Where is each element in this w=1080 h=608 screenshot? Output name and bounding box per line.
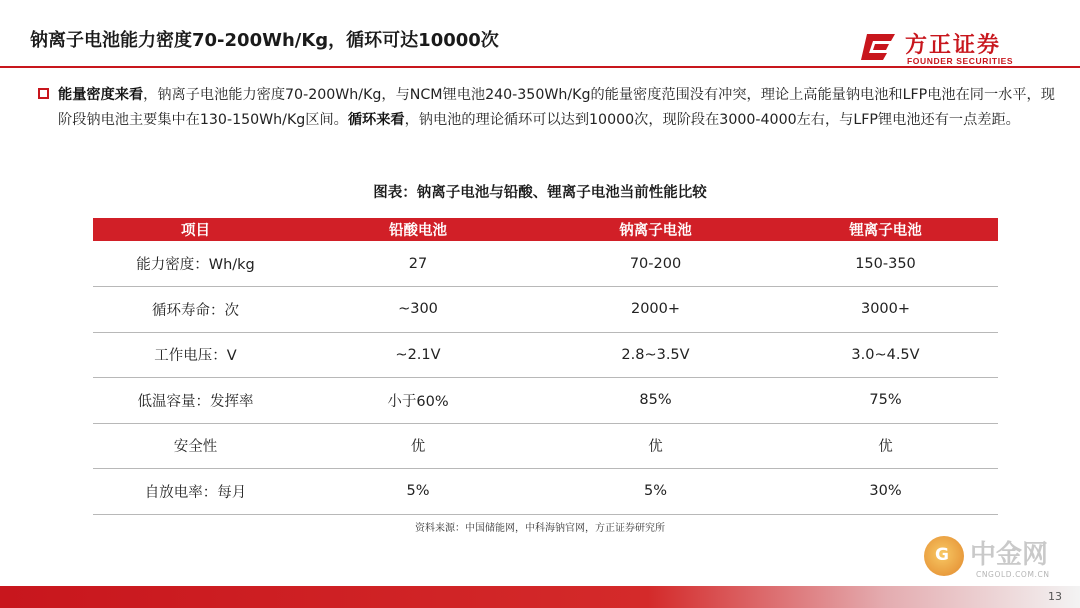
table-cell: ~2.1V — [298, 332, 538, 378]
summary-paragraph — [58, 83, 1058, 133]
table-cell: 30% — [773, 469, 998, 515]
founder-securities-logo — [861, 28, 1046, 68]
table-row — [93, 241, 998, 287]
table-caption: 图表：钠离子电池与铅酸、锂离子电池当前性能比较 — [373, 185, 707, 201]
summary-text-energy: ，钠离子电池能力密度70-200Wh/Kg，与NCM锂电池240-350Wh/Kg的能量密度范围没有冲突，理论上高能量钠电池和LFP电池在同一水平，现阶段钠电池主要集中在130-150Wh/Kg区间。 — [58, 87, 1055, 128]
hollow-square-bullet-icon — [38, 88, 49, 99]
table-row — [93, 332, 998, 378]
table-row — [93, 378, 998, 424]
table-cell: 5% — [298, 469, 538, 515]
column-header-item: 项目 — [93, 218, 298, 241]
table-row — [93, 423, 998, 469]
header-divider — [0, 66, 1080, 68]
row-label: 低温容量：发挥率 — [93, 378, 298, 424]
footer-bar — [0, 586, 1080, 608]
row-label: 工作电压：V — [93, 332, 298, 378]
row-label: 循环寿命：次 — [93, 287, 298, 333]
table-cell: 3000+ — [773, 287, 998, 333]
summary-bold-energy: 能量密度来看 — [58, 87, 144, 103]
table-cell: 优 — [538, 423, 773, 469]
table-cell: 150-350 — [773, 241, 998, 287]
cngold-logo-icon — [924, 536, 964, 576]
battery-comparison-table — [93, 218, 998, 515]
table-header-row — [93, 218, 998, 241]
row-label: 安全性 — [93, 423, 298, 469]
table-cell: 75% — [773, 378, 998, 424]
watermark-circle-letter: G — [935, 545, 949, 565]
founder-logo-icon — [861, 32, 897, 62]
logo-name-en: FOUNDER SECURITIES — [907, 56, 1014, 66]
row-label: 能力密度：Wh/kg — [93, 241, 298, 287]
data-source-note: 资料来源：中国储能网，中科海钠官网，方正证券研究所 — [415, 523, 665, 534]
table-cell: ~300 — [298, 287, 538, 333]
slide-title: 钠离子电池能力密度70-200Wh/Kg，循环可达10000次 — [30, 30, 499, 51]
logo-name-cn: 方正证券 — [905, 33, 1002, 58]
summary-bold-cycle: 循环来看 — [347, 112, 405, 128]
table-cell: 70-200 — [538, 241, 773, 287]
table-cell: 85% — [538, 378, 773, 424]
summary-text-cycle: ，钠电池的理论循环可以达到10000次，现阶段在3000-4000左右，与LFP锂电池还有一点差距。 — [404, 112, 1020, 128]
column-header-sodium-ion: 钠离子电池 — [538, 218, 773, 241]
table-cell: 3.0~4.5V — [773, 332, 998, 378]
table-row — [93, 287, 998, 333]
row-label: 自放电率：每月 — [93, 469, 298, 515]
table-cell: 2.8~3.5V — [538, 332, 773, 378]
column-header-lithium-ion: 锂离子电池 — [773, 218, 998, 241]
table-cell: 27 — [298, 241, 538, 287]
page-number: 13 — [1048, 590, 1062, 603]
table-cell: 优 — [298, 423, 538, 469]
table-row — [93, 469, 998, 515]
table-cell: 5% — [538, 469, 773, 515]
table-cell: 2000+ — [538, 287, 773, 333]
table-cell: 优 — [773, 423, 998, 469]
watermark-name: 中金网 — [970, 540, 1049, 570]
table-cell: 小于60% — [298, 378, 538, 424]
watermark-domain: CNGOLD.COM.CN — [976, 570, 1050, 579]
column-header-lead-acid: 铅酸电池 — [298, 218, 538, 241]
